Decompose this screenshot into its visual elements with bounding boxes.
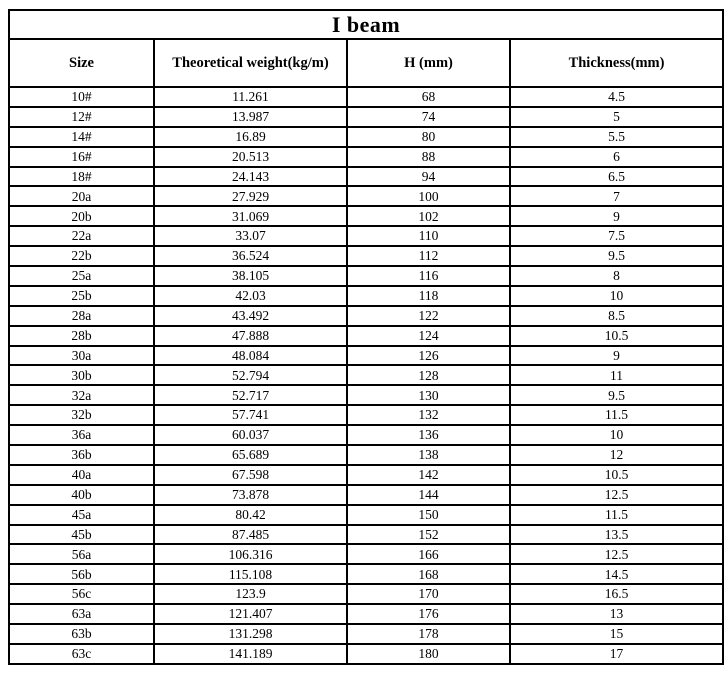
table-cell: 32a — [9, 385, 154, 405]
table-row — [9, 326, 723, 346]
table-cell: 178 — [347, 624, 510, 644]
table-cell: 8.5 — [510, 306, 723, 326]
table-cell: 11 — [510, 365, 723, 385]
table-cell: 13.5 — [510, 525, 723, 545]
table-cell: 126 — [347, 346, 510, 366]
table-row — [9, 644, 723, 664]
table-cell: 5 — [510, 107, 723, 127]
table-cell: 110 — [347, 226, 510, 246]
table-cell: 10.5 — [510, 465, 723, 485]
table-cell: 122 — [347, 306, 510, 326]
table-row — [9, 485, 723, 505]
table-cell: 56c — [9, 584, 154, 604]
table-cell: 13.987 — [154, 107, 347, 127]
table-row — [9, 127, 723, 147]
table-row — [9, 584, 723, 604]
table-cell: 27.929 — [154, 186, 347, 206]
table-cell: 112 — [347, 246, 510, 266]
table-cell: 56a — [9, 544, 154, 564]
table-cell: 136 — [347, 425, 510, 445]
table-cell: 63c — [9, 644, 154, 664]
table-cell: 138 — [347, 445, 510, 465]
table-cell: 52.717 — [154, 385, 347, 405]
table-cell: 170 — [347, 584, 510, 604]
table-cell: 12.5 — [510, 485, 723, 505]
table-cell: 38.105 — [154, 266, 347, 286]
column-header: Size — [9, 39, 154, 87]
table-cell: 52.794 — [154, 365, 347, 385]
table-cell: 45b — [9, 525, 154, 545]
table-cell: 12# — [9, 107, 154, 127]
table-cell: 87.485 — [154, 525, 347, 545]
table-cell: 73.878 — [154, 485, 347, 505]
title-row — [9, 10, 723, 39]
table-cell: 8 — [510, 266, 723, 286]
table-cell: 68 — [347, 87, 510, 107]
table-row — [9, 604, 723, 624]
table-cell: 7.5 — [510, 226, 723, 246]
table-cell: 144 — [347, 485, 510, 505]
table-cell: 25b — [9, 286, 154, 306]
table-row — [9, 87, 723, 107]
table-cell: 131.298 — [154, 624, 347, 644]
table-cell: 168 — [347, 564, 510, 584]
table-cell: 6.5 — [510, 167, 723, 187]
table-cell: 14.5 — [510, 564, 723, 584]
table-row — [9, 306, 723, 326]
table-cell: 10# — [9, 87, 154, 107]
table-cell: 14# — [9, 127, 154, 147]
table-cell: 141.189 — [154, 644, 347, 664]
table-cell: 67.598 — [154, 465, 347, 485]
table-cell: 63b — [9, 624, 154, 644]
table-cell: 88 — [347, 147, 510, 167]
table-cell: 7 — [510, 186, 723, 206]
table-cell: 17 — [510, 644, 723, 664]
table-cell: 40a — [9, 465, 154, 485]
table-row — [9, 266, 723, 286]
table-cell: 132 — [347, 405, 510, 425]
table-cell: 9 — [510, 346, 723, 366]
table-row — [9, 544, 723, 564]
table-row — [9, 525, 723, 545]
table-cell: 10 — [510, 425, 723, 445]
header-row — [9, 39, 723, 87]
table-cell: 47.888 — [154, 326, 347, 346]
table-cell: 16.89 — [154, 127, 347, 147]
table-title: I beam — [9, 10, 723, 39]
table-cell: 40b — [9, 485, 154, 505]
table-cell: 57.741 — [154, 405, 347, 425]
table-cell: 150 — [347, 505, 510, 525]
table-cell: 118 — [347, 286, 510, 306]
column-header: Theoretical weight(kg/m) — [154, 39, 347, 87]
table-cell: 24.143 — [154, 167, 347, 187]
table-cell: 142 — [347, 465, 510, 485]
table-cell: 6 — [510, 147, 723, 167]
column-header: H (mm) — [347, 39, 510, 87]
table-cell: 20b — [9, 206, 154, 226]
table-row — [9, 445, 723, 465]
table-row — [9, 365, 723, 385]
table-cell: 30b — [9, 365, 154, 385]
table-cell: 80.42 — [154, 505, 347, 525]
table-row — [9, 246, 723, 266]
table-cell: 33.07 — [154, 226, 347, 246]
table-cell: 65.689 — [154, 445, 347, 465]
table-cell: 128 — [347, 365, 510, 385]
table-cell: 28b — [9, 326, 154, 346]
table-cell: 22a — [9, 226, 154, 246]
table-cell: 15 — [510, 624, 723, 644]
column-header: Thickness(mm) — [510, 39, 723, 87]
table-row — [9, 505, 723, 525]
table-cell: 80 — [347, 127, 510, 147]
table-cell: 36b — [9, 445, 154, 465]
table-cell: 16# — [9, 147, 154, 167]
table-cell: 123.9 — [154, 584, 347, 604]
table-cell: 9.5 — [510, 246, 723, 266]
table-cell: 115.108 — [154, 564, 347, 584]
table-head — [9, 10, 723, 87]
table-row — [9, 564, 723, 584]
table-cell: 9.5 — [510, 385, 723, 405]
table-cell: 18# — [9, 167, 154, 187]
table-cell: 176 — [347, 604, 510, 624]
table-cell: 5.5 — [510, 127, 723, 147]
table-cell: 121.407 — [154, 604, 347, 624]
table-cell: 63a — [9, 604, 154, 624]
table-cell: 13 — [510, 604, 723, 624]
table-cell: 152 — [347, 525, 510, 545]
table-cell: 12 — [510, 445, 723, 465]
table-cell: 11.261 — [154, 87, 347, 107]
table-cell: 166 — [347, 544, 510, 564]
table-cell: 48.084 — [154, 346, 347, 366]
table-cell: 180 — [347, 644, 510, 664]
table-cell: 10.5 — [510, 326, 723, 346]
table-cell: 42.03 — [154, 286, 347, 306]
table-cell: 30a — [9, 346, 154, 366]
ibeam-spec-table — [8, 9, 724, 665]
table-row — [9, 405, 723, 425]
table-cell: 22b — [9, 246, 154, 266]
table-row — [9, 226, 723, 246]
table-cell: 9 — [510, 206, 723, 226]
table-row — [9, 465, 723, 485]
table-body — [9, 87, 723, 664]
table-cell: 20.513 — [154, 147, 347, 167]
table-cell: 94 — [347, 167, 510, 187]
table-cell: 36a — [9, 425, 154, 445]
table-cell: 16.5 — [510, 584, 723, 604]
table-cell: 32b — [9, 405, 154, 425]
table-row — [9, 385, 723, 405]
table-cell: 124 — [347, 326, 510, 346]
table-cell: 20a — [9, 186, 154, 206]
table-row — [9, 286, 723, 306]
table-row — [9, 346, 723, 366]
table-cell: 116 — [347, 266, 510, 286]
table-row — [9, 167, 723, 187]
table-cell: 43.492 — [154, 306, 347, 326]
table-row — [9, 206, 723, 226]
table-row — [9, 107, 723, 127]
table-cell: 11.5 — [510, 405, 723, 425]
table-cell: 74 — [347, 107, 510, 127]
table-cell: 25a — [9, 266, 154, 286]
table-cell: 36.524 — [154, 246, 347, 266]
table-cell: 45a — [9, 505, 154, 525]
table-cell: 11.5 — [510, 505, 723, 525]
table-cell: 10 — [510, 286, 723, 306]
table-cell: 100 — [347, 186, 510, 206]
table-cell: 102 — [347, 206, 510, 226]
table-cell: 12.5 — [510, 544, 723, 564]
table-cell: 31.069 — [154, 206, 347, 226]
table-row — [9, 147, 723, 167]
table-row — [9, 425, 723, 445]
table-cell: 130 — [347, 385, 510, 405]
table-cell: 4.5 — [510, 87, 723, 107]
table-cell: 28a — [9, 306, 154, 326]
table-cell: 56b — [9, 564, 154, 584]
table-cell: 106.316 — [154, 544, 347, 564]
table-row — [9, 186, 723, 206]
table-row — [9, 624, 723, 644]
table-cell: 60.037 — [154, 425, 347, 445]
